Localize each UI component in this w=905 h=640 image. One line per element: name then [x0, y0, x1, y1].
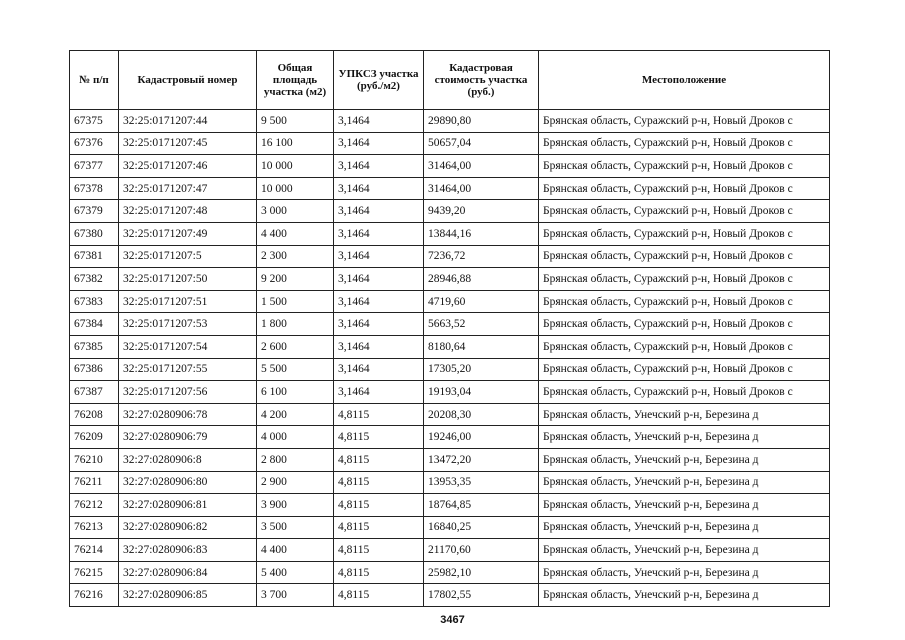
cell-cadastral-value: 13472,20: [424, 448, 539, 471]
cell-cadastral-number: 32:25:0171207:53: [119, 313, 257, 336]
cell-cadastral-number: 32:25:0171207:50: [119, 268, 257, 291]
cell-upksz: 4,8115: [334, 516, 424, 539]
cell-cadastral-number: 32:27:0280906:8: [119, 448, 257, 471]
cell-cadastral-number: 32:27:0280906:79: [119, 426, 257, 449]
table-row: [70, 539, 830, 562]
cell-cadastral-number: 32:27:0280906:81: [119, 494, 257, 517]
cell-location: Брянская область, Унечский р-н, Березина д: [539, 426, 830, 449]
cell-location: Брянская область, Унечский р-н, Березина д: [539, 471, 830, 494]
cell-cadastral-value: 13844,16: [424, 222, 539, 245]
cell-area: 2 900: [257, 471, 334, 494]
cell-cadastral-number: 32:27:0280906:84: [119, 561, 257, 584]
cell-cadastral-value: 7236,72: [424, 245, 539, 268]
cell-upksz: 3,1464: [334, 222, 424, 245]
cell-number: 67378: [70, 177, 119, 200]
table-row: [70, 132, 830, 155]
cell-location: Брянская область, Унечский р-н, Березина д: [539, 448, 830, 471]
cell-number: 67379: [70, 200, 119, 223]
cell-number: 67387: [70, 381, 119, 404]
cell-location: Брянская область, Унечский р-н, Березина д: [539, 561, 830, 584]
table-row: [70, 516, 830, 539]
cell-number: 76216: [70, 584, 119, 607]
cell-upksz: 4,8115: [334, 539, 424, 562]
cadastral-table: [69, 50, 830, 607]
table-body: [70, 110, 830, 607]
cell-area: 1 800: [257, 313, 334, 336]
cell-cadastral-value: 17305,20: [424, 358, 539, 381]
table-row: [70, 177, 830, 200]
cell-location: Брянская область, Суражский р-н, Новый Дроков с: [539, 245, 830, 268]
cell-cadastral-number: 32:25:0171207:46: [119, 155, 257, 178]
cell-upksz: 4,8115: [334, 584, 424, 607]
table-row: [70, 584, 830, 607]
table-row: [70, 561, 830, 584]
col-header-area: Общая площадь участка (м2): [257, 51, 334, 110]
cell-cadastral-value: 50657,04: [424, 132, 539, 155]
table-row: [70, 381, 830, 404]
cell-area: 3 700: [257, 584, 334, 607]
cell-location: Брянская область, Унечский р-н, Березина д: [539, 516, 830, 539]
table-row: [70, 471, 830, 494]
table-row: [70, 245, 830, 268]
cell-area: 9 500: [257, 110, 334, 133]
col-header-upksz: УПКСЗ участка (руб./м2): [334, 51, 424, 110]
cell-area: 10 000: [257, 155, 334, 178]
table-row: [70, 358, 830, 381]
cell-cadastral-value: 25982,10: [424, 561, 539, 584]
cell-number: 76209: [70, 426, 119, 449]
cell-cadastral-value: 5663,52: [424, 313, 539, 336]
cell-location: Брянская область, Суражский р-н, Новый Дроков с: [539, 132, 830, 155]
table-row: [70, 155, 830, 178]
cell-upksz: 3,1464: [334, 132, 424, 155]
table-row: [70, 403, 830, 426]
cell-area: 6 100: [257, 381, 334, 404]
cell-upksz: 3,1464: [334, 200, 424, 223]
cell-number: 76208: [70, 403, 119, 426]
cell-upksz: 3,1464: [334, 290, 424, 313]
cell-number: 76213: [70, 516, 119, 539]
table-row: [70, 222, 830, 245]
cell-cadastral-value: 17802,55: [424, 584, 539, 607]
col-header-cadastral-value: Кадастровая стоимость участка (руб.): [424, 51, 539, 110]
cell-cadastral-number: 32:25:0171207:44: [119, 110, 257, 133]
cell-location: Брянская область, Унечский р-н, Березина д: [539, 494, 830, 517]
cell-cadastral-value: 9439,20: [424, 200, 539, 223]
cell-area: 10 000: [257, 177, 334, 200]
cell-number: 67382: [70, 268, 119, 291]
cell-location: Брянская область, Суражский р-н, Новый Дроков с: [539, 335, 830, 358]
cell-number: 67385: [70, 335, 119, 358]
cell-area: 2 600: [257, 335, 334, 358]
cell-cadastral-value: 20208,30: [424, 403, 539, 426]
cell-upksz: 3,1464: [334, 268, 424, 291]
cell-location: Брянская область, Суражский р-н, Новый Дроков с: [539, 381, 830, 404]
cell-cadastral-value: 21170,60: [424, 539, 539, 562]
cell-location: Брянская область, Суражский р-н, Новый Дроков с: [539, 177, 830, 200]
cell-upksz: 3,1464: [334, 155, 424, 178]
cell-upksz: 4,8115: [334, 561, 424, 584]
cell-number: 76215: [70, 561, 119, 584]
cell-cadastral-value: 8180,64: [424, 335, 539, 358]
cell-upksz: 3,1464: [334, 381, 424, 404]
cell-area: 2 300: [257, 245, 334, 268]
cell-area: 3 500: [257, 516, 334, 539]
cell-upksz: 4,8115: [334, 426, 424, 449]
cell-number: 67377: [70, 155, 119, 178]
col-header-cadastral-number: Кадастровый номер: [119, 51, 257, 110]
cell-location: Брянская область, Суражский р-н, Новый Дроков с: [539, 358, 830, 381]
cell-upksz: 4,8115: [334, 448, 424, 471]
cell-location: Брянская область, Суражский р-н, Новый Дроков с: [539, 313, 830, 336]
cell-cadastral-number: 32:27:0280906:80: [119, 471, 257, 494]
cell-location: Брянская область, Суражский р-н, Новый Дроков с: [539, 200, 830, 223]
cell-upksz: 3,1464: [334, 177, 424, 200]
cell-cadastral-value: 28946,88: [424, 268, 539, 291]
cell-number: 76210: [70, 448, 119, 471]
cell-cadastral-number: 32:27:0280906:78: [119, 403, 257, 426]
cell-cadastral-number: 32:25:0171207:51: [119, 290, 257, 313]
cell-number: 67375: [70, 110, 119, 133]
col-header-location: Местоположение: [539, 51, 830, 110]
cell-area: 4 200: [257, 403, 334, 426]
cell-area: 16 100: [257, 132, 334, 155]
cell-location: Брянская область, Суражский р-н, Новый Дроков с: [539, 155, 830, 178]
table-row: [70, 426, 830, 449]
cell-area: 3 900: [257, 494, 334, 517]
cell-number: 76211: [70, 471, 119, 494]
cell-cadastral-value: 19246,00: [424, 426, 539, 449]
cell-location: Брянская область, Суражский р-н, Новый Дроков с: [539, 268, 830, 291]
cell-cadastral-value: 31464,00: [424, 155, 539, 178]
table-row: [70, 200, 830, 223]
cell-cadastral-number: 32:25:0171207:48: [119, 200, 257, 223]
cell-cadastral-number: 32:25:0171207:47: [119, 177, 257, 200]
cell-location: Брянская область, Суражский р-н, Новый Дроков с: [539, 290, 830, 313]
cell-area: 4 000: [257, 426, 334, 449]
cell-location: Брянская область, Унечский р-н, Березина д: [539, 539, 830, 562]
cell-cadastral-number: 32:25:0171207:45: [119, 132, 257, 155]
cell-cadastral-number: 32:25:0171207:5: [119, 245, 257, 268]
cell-number: 67376: [70, 132, 119, 155]
page-number: 3467: [440, 614, 465, 626]
cell-cadastral-value: 29890,80: [424, 110, 539, 133]
cell-cadastral-value: 16840,25: [424, 516, 539, 539]
cell-cadastral-value: 13953,35: [424, 471, 539, 494]
cell-number: 76212: [70, 494, 119, 517]
cell-upksz: 4,8115: [334, 494, 424, 517]
cell-upksz: 3,1464: [334, 110, 424, 133]
cell-upksz: 4,8115: [334, 403, 424, 426]
table-row: [70, 448, 830, 471]
cell-cadastral-number: 32:25:0171207:55: [119, 358, 257, 381]
cell-location: Брянская область, Суражский р-н, Новый Дроков с: [539, 222, 830, 245]
cell-area: 4 400: [257, 539, 334, 562]
cell-number: 67386: [70, 358, 119, 381]
cell-cadastral-number: 32:27:0280906:83: [119, 539, 257, 562]
cell-cadastral-value: 31464,00: [424, 177, 539, 200]
cell-number: 67384: [70, 313, 119, 336]
table-row: [70, 494, 830, 517]
col-header-number: № п/п: [70, 51, 119, 110]
table-header-row: [70, 51, 830, 110]
table-row: [70, 290, 830, 313]
table-row: [70, 110, 830, 133]
cell-cadastral-value: 18764,85: [424, 494, 539, 517]
cell-upksz: 3,1464: [334, 335, 424, 358]
cell-number: 67383: [70, 290, 119, 313]
cell-upksz: 3,1464: [334, 358, 424, 381]
cell-location: Брянская область, Суражский р-н, Новый Дроков с: [539, 110, 830, 133]
cell-area: 2 800: [257, 448, 334, 471]
cell-upksz: 3,1464: [334, 313, 424, 336]
cell-cadastral-number: 32:25:0171207:56: [119, 381, 257, 404]
table-row: [70, 335, 830, 358]
cell-cadastral-value: 19193,04: [424, 381, 539, 404]
cell-cadastral-value: 4719,60: [424, 290, 539, 313]
cell-location: Брянская область, Унечский р-н, Березина д: [539, 584, 830, 607]
cell-area: 9 200: [257, 268, 334, 291]
cell-number: 67381: [70, 245, 119, 268]
cell-cadastral-number: 32:25:0171207:49: [119, 222, 257, 245]
cell-area: 3 000: [257, 200, 334, 223]
cell-area: 1 500: [257, 290, 334, 313]
cell-number: 76214: [70, 539, 119, 562]
cell-cadastral-number: 32:27:0280906:82: [119, 516, 257, 539]
cell-upksz: 4,8115: [334, 471, 424, 494]
cell-cadastral-number: 32:27:0280906:85: [119, 584, 257, 607]
cell-area: 5 400: [257, 561, 334, 584]
cell-cadastral-number: 32:25:0171207:54: [119, 335, 257, 358]
cell-area: 5 500: [257, 358, 334, 381]
cell-location: Брянская область, Унечский р-н, Березина д: [539, 403, 830, 426]
cell-area: 4 400: [257, 222, 334, 245]
table-row: [70, 313, 830, 336]
cell-upksz: 3,1464: [334, 245, 424, 268]
cell-number: 67380: [70, 222, 119, 245]
table-row: [70, 268, 830, 291]
